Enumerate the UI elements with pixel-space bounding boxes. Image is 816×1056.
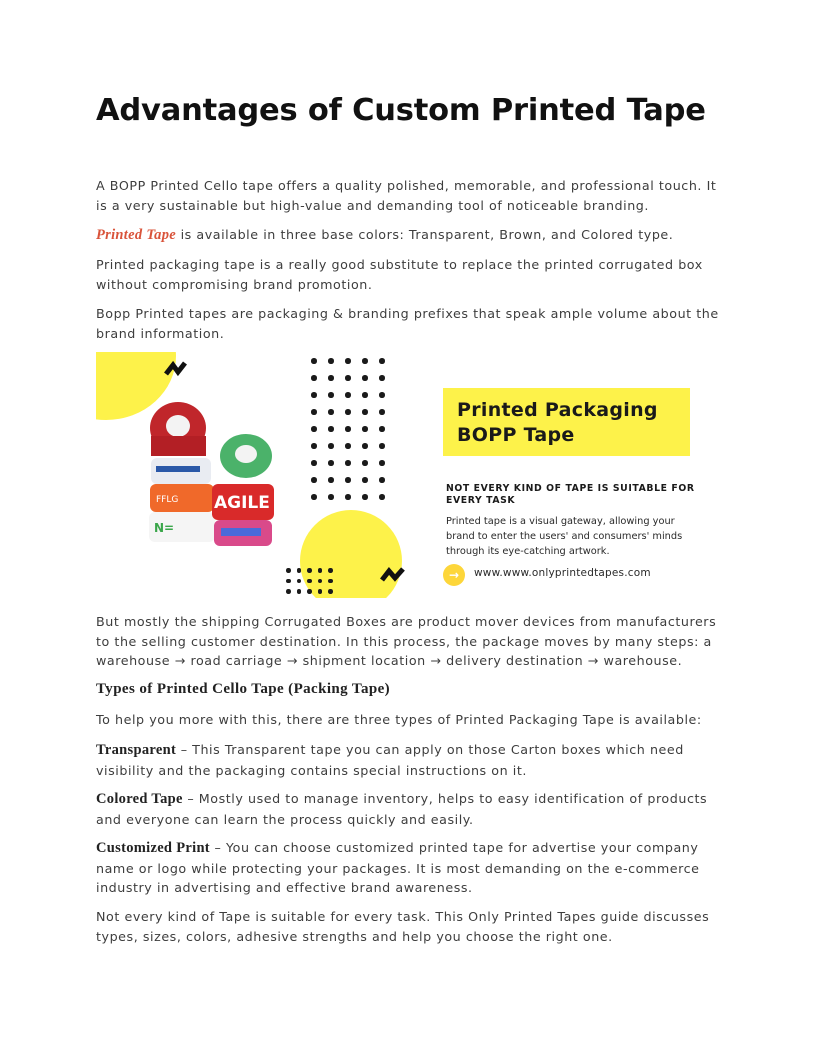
promo-banner-image [96,352,720,598]
zigzag-icon [164,360,190,378]
banner-heading: NOT EVERY KIND OF TAPE IS SUITABLE FOR EVERY TASK [446,483,695,506]
type-desc: – You can choose customized printed tape for advertise your company name or logo while protecting your packages. It is most demanding on the e-commerce industry in advertising and effective brand awareness. [96,840,700,896]
dot-grid-decoration [311,358,385,500]
tape-rolls-illustration [146,396,276,556]
banner-title-line1: Printed Packaging [457,399,658,421]
tape-text-agile: AGILE [214,493,270,513]
banner-title-line2: BOPP Tape [457,424,575,446]
type-name: Colored Tape [96,791,183,807]
banner-title-box [443,388,690,456]
banner-url: www.www.onlyprintedtapes.com [474,567,651,579]
type-colored [96,789,726,829]
types-heading: Types of Printed Cello Tape (Packing Tape) [96,681,391,697]
banner-body: Printed tape is a visual gateway, allowing your brand to enter the users' and consumers' minds through its eye-catching artwork. [446,516,683,557]
printed-tape-link[interactable]: Printed Tape [96,227,176,243]
printed-tape-paragraph-text: is available in three base colors: Transparent, Brown, and Colored type. [176,227,674,242]
dot-grid-decoration-small [286,568,333,594]
type-name: Transparent [96,742,177,758]
printed-tape-paragraph [96,225,726,246]
arrow-icon: → [443,564,465,586]
shipping-paragraph: But mostly the shipping Corrugated Boxes are product mover devices from manufacturers to the selling customer destination. In this process, the package moves by many steps: a warehouse → road carriage → shipment location → delivery destination → warehouse. [96,614,717,669]
type-name: Customized Print [96,840,210,856]
tape-text-small: FFLG [156,495,179,505]
type-transparent [96,740,726,780]
substitute-paragraph: Printed packaging tape is a really good substitute to replace the printed corrugated box without compromising brand promotion. [96,257,703,292]
zigzag-icon [380,566,408,584]
page-title: Advantages of Custom Printed Tape [96,93,706,128]
svg-text:N=: N= [154,521,175,535]
branding-paragraph: Bopp Printed tapes are packaging & branding prefixes that speak ample volume about the brand information. [96,306,719,341]
intro-paragraph: A BOPP Printed Cello tape offers a quality polished, memorable, and professional touch. It is a very sustainable but high-value and demanding tool of noticeable branding. [96,178,717,213]
closing-paragraph: Not every kind of Tape is suitable for every task. This Only Printed Tapes guide discusses types, sizes, colors, adhesive strengths and help you choose the right one. [96,909,710,944]
type-desc: – This Transparent tape you can apply on those Carton boxes which need visibility and the packaging contains special instructions on it. [96,742,684,778]
type-desc: – Mostly used to manage inventory, helps to easy identification of products and everyone can learn the process quickly and easily. [96,791,708,827]
banner-title [457,398,658,448]
types-intro: To help you more with this, there are three types of Printed Packaging Tape is available: [96,712,702,727]
type-customized [96,838,726,898]
